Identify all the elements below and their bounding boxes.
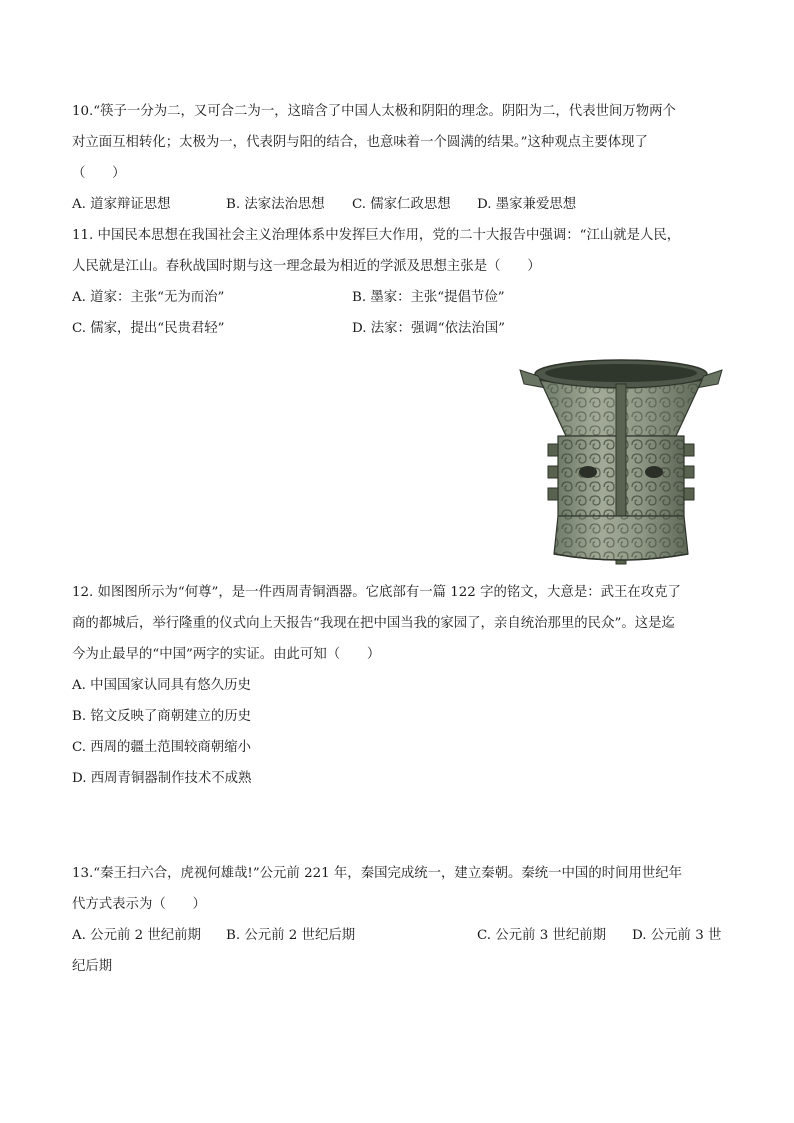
q13-option-a: A. 公元前 2 世纪前期 (72, 928, 201, 943)
q12-line-3: 今为止最早的“中国”两字的实证。由此可知（ ） (72, 647, 381, 662)
q10-option-d: D. 墨家兼爱思想 (477, 197, 577, 212)
q12-line-1: 12. 如图图所示为“何尊”，是一件西周青铜酒器。它底部有一篇 122 字的铭文，大意是：武王在攻克了 (72, 585, 681, 600)
q12-line-2: 商的都城后，举行隆重的仪式向上天报告“我现在把中国当我的家园了，亲自统治那里的民众”。这是迄 (72, 616, 675, 631)
q10-line-2: 对立面互相转化；太极为一，代表阴与阳的结合，也意味着一个圆满的结果。”这种观点主要体现了 (72, 135, 648, 150)
q13-line-1: 13.“秦王扫六合，虎视何雄哉!”公元前 221 年，秦国完成统一，建立秦朝。秦统一中国的时间用世纪年 (72, 866, 683, 881)
q13-option-d-continued: 纪后期 (72, 959, 113, 974)
q10-line-1: 10.“筷子一分为二，又可合二为一，这暗含了中国人太极和阴阳的理念。阴阳为二，代表世间万物两个 (72, 104, 676, 119)
q10-option-c: C. 儒家仁政思想 (352, 197, 451, 212)
q10-option-a: A. 道家辩证思想 (72, 197, 171, 212)
q12-option-d: D. 西周青铜器制作技术不成熟 (72, 771, 252, 786)
q11-option-c: C. 儒家，提出“民贵君轻” (72, 321, 225, 336)
q12-option-a: A. 中国国家认同具有悠久历史 (72, 678, 251, 693)
q13-option-d: D. 公元前 3 世 (632, 928, 722, 943)
bronze-vessel-image (518, 354, 724, 572)
q11-line-1: 11. 中国民本思想在我国社会主义治理体系中发挥巨大作用，党的二十大报告中强调：“江山就是人民， (72, 228, 681, 243)
q13-line-2: 代方式表示为（ ） (72, 897, 206, 912)
q11-line-2: 人民就是江山。春秋战国时期与这一理念最为相近的学派及思想主张是（ ） (72, 259, 541, 274)
q10-line-3: （ ） (72, 166, 126, 181)
q12-option-c: C. 西周的疆土范围较商朝缩小 (72, 740, 251, 755)
q13-option-c: C. 公元前 3 世纪前期 (477, 928, 607, 943)
q11-option-b: B. 墨家：主张“提倡节俭” (352, 290, 505, 305)
q10-option-b: B. 法家法治思想 (226, 197, 325, 212)
q11-option-a: A. 道家：主张“无为而治” (72, 290, 225, 305)
q13-option-b: B. 公元前 2 世纪后期 (226, 928, 356, 943)
q12-option-b: B. 铭文反映了商朝建立的历史 (72, 709, 252, 724)
q11-option-d: D. 法家：强调“依法治国” (352, 321, 505, 336)
